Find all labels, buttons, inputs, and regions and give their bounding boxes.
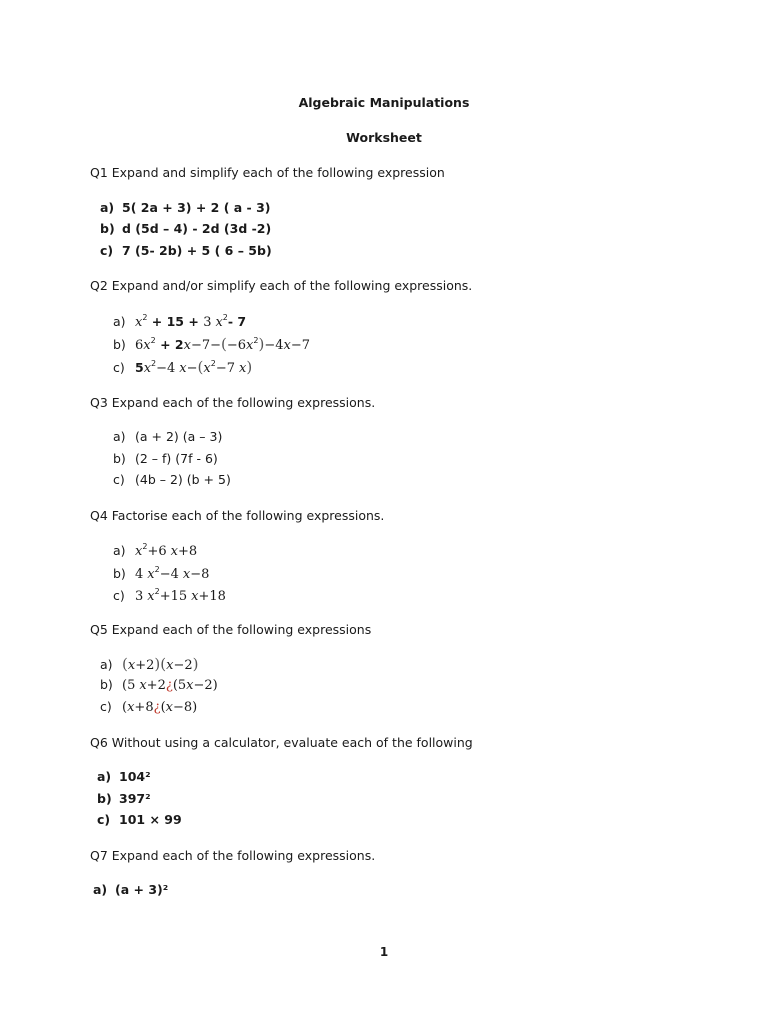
item-label: c) [113,472,125,487]
item-expression: 3 $x^2+15$ x+18 [135,587,226,604]
item-expression: $6x^2 + 2x-7-(-6x^2)-4x-7$ [135,335,311,353]
question-6-heading: Q6 Without using a calculator, evaluate each of the following [90,735,473,750]
item-expression: (x+8¿(x−8) [122,700,198,715]
q1-item-c [100,243,272,258]
item-expression: (a + 3)² [115,882,169,897]
q2-item-c [113,358,252,376]
item-label: a) [100,200,115,215]
q2-item-a [113,313,246,330]
q5-item-a [100,655,198,673]
item-label: c) [113,360,125,375]
item-label: a) [113,429,126,444]
item-label: b) [113,337,126,352]
item-expression: 397² [119,791,151,806]
item-expression: 101 × 99 [119,812,182,827]
q4-item-b [113,565,209,582]
q1-item-b [100,221,271,236]
question-1-heading: Q1 Expand and simplify each of the following expression [90,165,445,180]
item-label: a) [97,769,112,784]
item-expression: 4 $x^2-4$ x−8 [135,565,210,582]
item-expression: (a + 2) (a – 3) [135,429,223,444]
item-label: c) [100,243,114,258]
item-expression: (4b – 2) (b + 5) [135,472,231,487]
item-label: b) [113,566,126,581]
item-label: b) [100,677,113,692]
item-expression: 7 (5- 2b) + 5 ( 6 – 5b) [122,243,272,258]
q6-item-b [97,791,151,806]
q3-item-b [113,451,218,466]
question-5-heading: Q5 Expand each of the following expressions [90,622,372,637]
item-label: b) [100,221,115,236]
q4-item-a [113,542,197,559]
item-expression: (2 – f) (7f - 6) [135,451,218,466]
item-expression: (x+2)(x−2) [122,655,199,673]
document-subtitle: Worksheet [346,130,422,145]
item-label: b) [97,791,112,806]
item-expression: $x^2 + 15 + 3$ $x^2-$ 7 [135,313,247,330]
question-3-heading: Q3 Expand each of the following expressions. [90,395,376,410]
item-expression: 104² [119,769,151,784]
q6-item-a [97,769,151,784]
q2-item-b [113,335,310,353]
item-expression: $5x^2-4$ $x-(x^2-7$ x) [135,358,253,376]
item-label: c) [113,588,125,603]
q3-item-c [113,472,231,487]
question-4-heading: Q4 Factorise each of the following expressions. [90,508,385,523]
item-label: b) [113,451,126,466]
q7-item-a [93,882,168,897]
item-expression: d (5d – 4) - 2d (3d -2) [122,221,272,236]
q6-item-c [97,812,182,827]
item-label: a) [93,882,108,897]
item-label: c) [97,812,111,827]
item-expression: 5( 2a + 3) + 2 ( a - 3) [122,200,271,215]
q4-item-c [113,587,226,604]
question-7-heading: Q7 Expand each of the following expressions. [90,848,376,863]
q5-item-b [100,677,218,693]
item-label: a) [100,657,113,672]
q5-item-c [100,699,197,715]
item-label: c) [100,699,112,714]
item-label: a) [113,543,126,558]
q1-item-a [100,200,271,215]
item-expression: (5 x+2¿(5x−2) [122,678,218,693]
document-title: Algebraic Manipulations [298,95,470,110]
item-label: a) [113,314,126,329]
item-expression: $x^2+6$ x+8 [135,542,198,559]
page-number: 1 [379,945,389,959]
q3-item-a [113,429,222,444]
question-2-heading: Q2 Expand and/or simplify each of the following expressions. [90,278,473,293]
